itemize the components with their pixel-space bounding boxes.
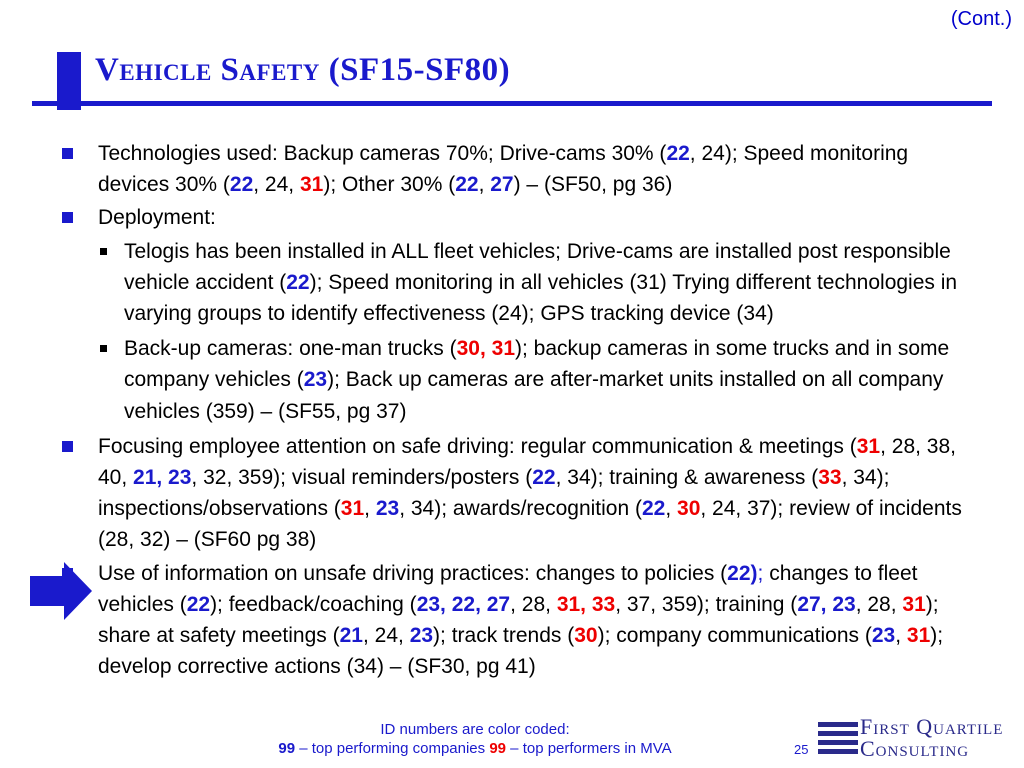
content (0, 138, 1024, 684)
small-square-bullet-icon (100, 345, 107, 352)
page-number: 25 (794, 742, 809, 757)
footer-line-2: 99 – top performing companies 99 – top performers in MVA (278, 740, 672, 757)
square-bullet-icon (62, 212, 73, 223)
cont-label: (Cont.) (950, 8, 1012, 30)
bullet-deployment: Deployment: (0, 202, 1024, 233)
bullet-unsafe-practices: Use of information on unsafe driving practices: changes to policies (22); changes to fleet vehicles (22); feedback/coaching (23, 22, 27, 28, 31, 33, 37, 359); training (27, 23, 28, 31); share at safety meetings (21, 24, 23); track trends (30); company communications (23, 31); develop corrective actions (34) – (SF30, pg 41) (0, 558, 1024, 683)
footer-line-1: ID numbers are color coded: (380, 721, 570, 738)
small-square-bullet-icon (100, 248, 107, 255)
bullet-technologies: Technologies used: Backup cameras 70%; Drive-cams 30% (22, 24); Speed monitoring devices 30% (22, 24, 31); Other 30% (22, 27) – (SF50, pg 36) (0, 138, 1024, 200)
subbullet-backup-cameras: Back-up cameras: one-man trucks (30, 31); backup cameras in some trucks and in some company vehicles (23); Back up cameras are after-market units installed on all company vehicles (359) – (SF55, pg 37) (0, 333, 1024, 427)
logo-stripes-icon (818, 720, 858, 760)
page-title: Vehicle Safety (SF15-SF80) (95, 52, 511, 88)
arrow-right-icon (30, 562, 92, 620)
bullet-employee-attention: Focusing employee attention on safe driving: regular communication & meetings (31, 28, 38, 40, 21, 23, 32, 359); visual reminders/posters (22, 34); training & awareness (33, 34); inspections/observations (31, 23, 34); awards/recognition (22, 30, 24, 37); review of incidents (28, 32) – (SF60 pg 38) (0, 431, 1024, 556)
square-bullet-icon (62, 441, 73, 452)
footer-legend (210, 720, 740, 758)
square-bullet-icon (62, 148, 73, 159)
subbullet-telogis: Telogis has been installed in ALL fleet vehicles; Drive-cams are installed post responsible vehicle accident (22); Speed monitoring in all vehicles (31) Trying different technologies in varying groups to identify effectiveness (24); GPS tracking device (34) (0, 236, 1024, 330)
title-underline (32, 101, 992, 106)
logo-line-2: Consulting (860, 736, 970, 761)
logo-line-1: First Quartile (860, 714, 1004, 739)
company-logo (818, 712, 1018, 764)
